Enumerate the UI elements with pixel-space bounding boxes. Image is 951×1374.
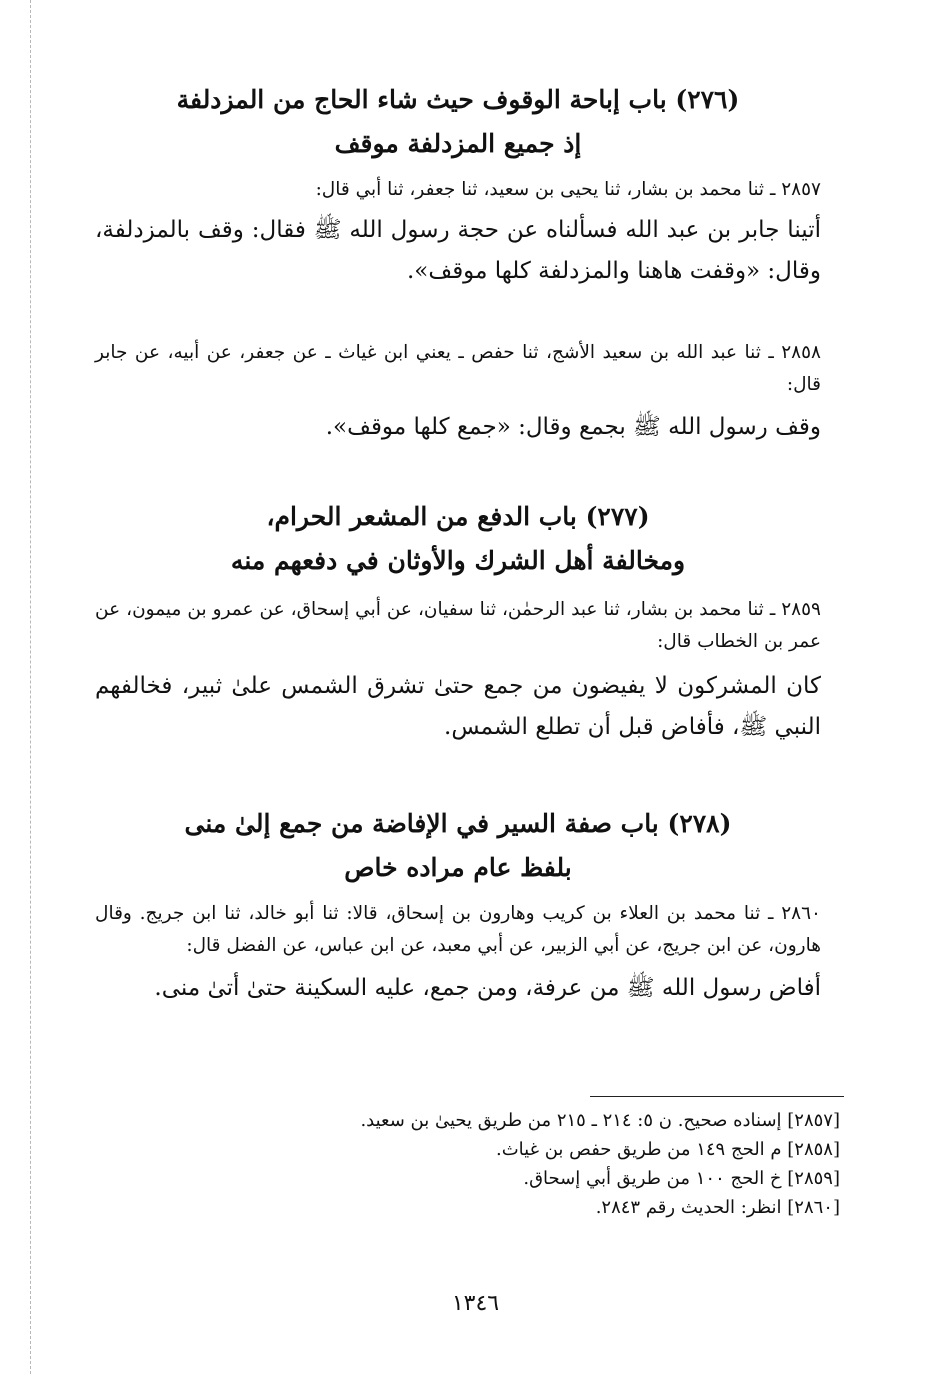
hadith-2859 xyxy=(95,594,821,748)
chapter-277 xyxy=(95,495,821,583)
hadith-2858 xyxy=(95,337,821,448)
page-edge-line xyxy=(30,0,31,1374)
hadith-isnad: ٢٨٦٠ ـ ثنا محمد بن العلاء بن كريب وهارون بن إسحاق، قالا: ثنا أبو خالد، ثنا ابن جريج. وقال هارون، عن ابن جريج، عن أبي الزبير، عن أبي معبد، عن ابن عباس، عن الفضل قال: xyxy=(95,903,821,956)
hadith-matn: كان المشركون لا يفيضون من جمع حتىٰ تشرق الشمس علىٰ ثبير، فخالفهم النبي ﷺ، فأفاض قبل أن تطلع الشمس. xyxy=(95,673,821,740)
chapter-heading xyxy=(95,78,821,166)
footnote-item: [٢٨٥٨] م الحج ١٤٩ من طريق حفص بن غياث. xyxy=(495,1139,840,1160)
footnote-divider xyxy=(590,1096,844,1097)
hadith-matn: أفاض رسول الله ﷺ من عرفة، ومن جمع، عليه السكينة حتىٰ أتىٰ منى. xyxy=(154,975,821,1001)
chapter-278 xyxy=(95,802,821,890)
footnotes xyxy=(95,1106,840,1222)
chapter-title-line: (٢٧٦) باب إباحة الوقوف حيث شاء الحاج من المزدلفة xyxy=(176,85,740,114)
hadith-isnad: ٢٨٥٩ ـ ثنا محمد بن بشار، ثنا عبد الرحمٰن، ثنا سفيان، عن أبي إسحاق، عن عمرو بن ميمون، عن عمر بن الخطاب قال: xyxy=(95,599,821,652)
hadith-matn: أتينا جابر بن عبد الله فسألناه عن حجة رسول الله ﷺ فقال: وقف بالمزدلفة، وقال: «وقفت هاهنا والمزدلفة كلها موقف». xyxy=(95,217,821,284)
chapter-title-line: (٢٧٨) باب صفة السير في الإفاضة من جمع إلىٰ منى xyxy=(184,809,732,838)
chapter-subtitle-line: بلفظ عام مراده خاص xyxy=(344,853,572,882)
chapter-subtitle-line: ومخالفة أهل الشرك والأوثان في دفعهم منه xyxy=(230,546,686,575)
footnote-item: [٢٨٥٧] إسناده صحيح. ن ٥: ٢١٤ ـ ٢١٥ من طريق يحيىٰ بن سعيد. xyxy=(360,1110,840,1131)
chapter-heading xyxy=(95,802,821,890)
chapter-title-line: (٢٧٧) باب الدفع من المشعر الحرام، xyxy=(266,502,650,531)
footnote-item: [٢٨٦٠] انظر: الحديث رقم ٢٨٤٣. xyxy=(595,1197,840,1218)
hadith-2857 xyxy=(95,174,821,292)
page-number: ١٣٤٦ xyxy=(451,1291,500,1316)
hadith-isnad: ٢٨٥٧ ـ ثنا محمد بن بشار، ثنا يحيى بن سعيد، ثنا جعفر، ثنا أبي قال: xyxy=(315,179,821,200)
hadith-matn: وقف رسول الله ﷺ بجمع وقال: «جمع كلها موقف». xyxy=(325,414,821,440)
chapter-heading xyxy=(95,495,821,583)
chapter-subtitle-line: إذ جميع المزدلفة موقف xyxy=(334,129,582,158)
chapter-276 xyxy=(95,78,821,166)
hadith-2860 xyxy=(95,898,821,1009)
footnote-item: [٢٨٥٩] خ الحج ١٠٠ من طريق أبي إسحاق. xyxy=(523,1168,840,1189)
hadith-isnad: ٢٨٥٨ ـ ثنا عبد الله بن سعيد الأشج، ثنا حفص ـ يعني ابن غياث ـ عن جعفر، عن أبيه، عن جابر قال: xyxy=(95,342,821,395)
